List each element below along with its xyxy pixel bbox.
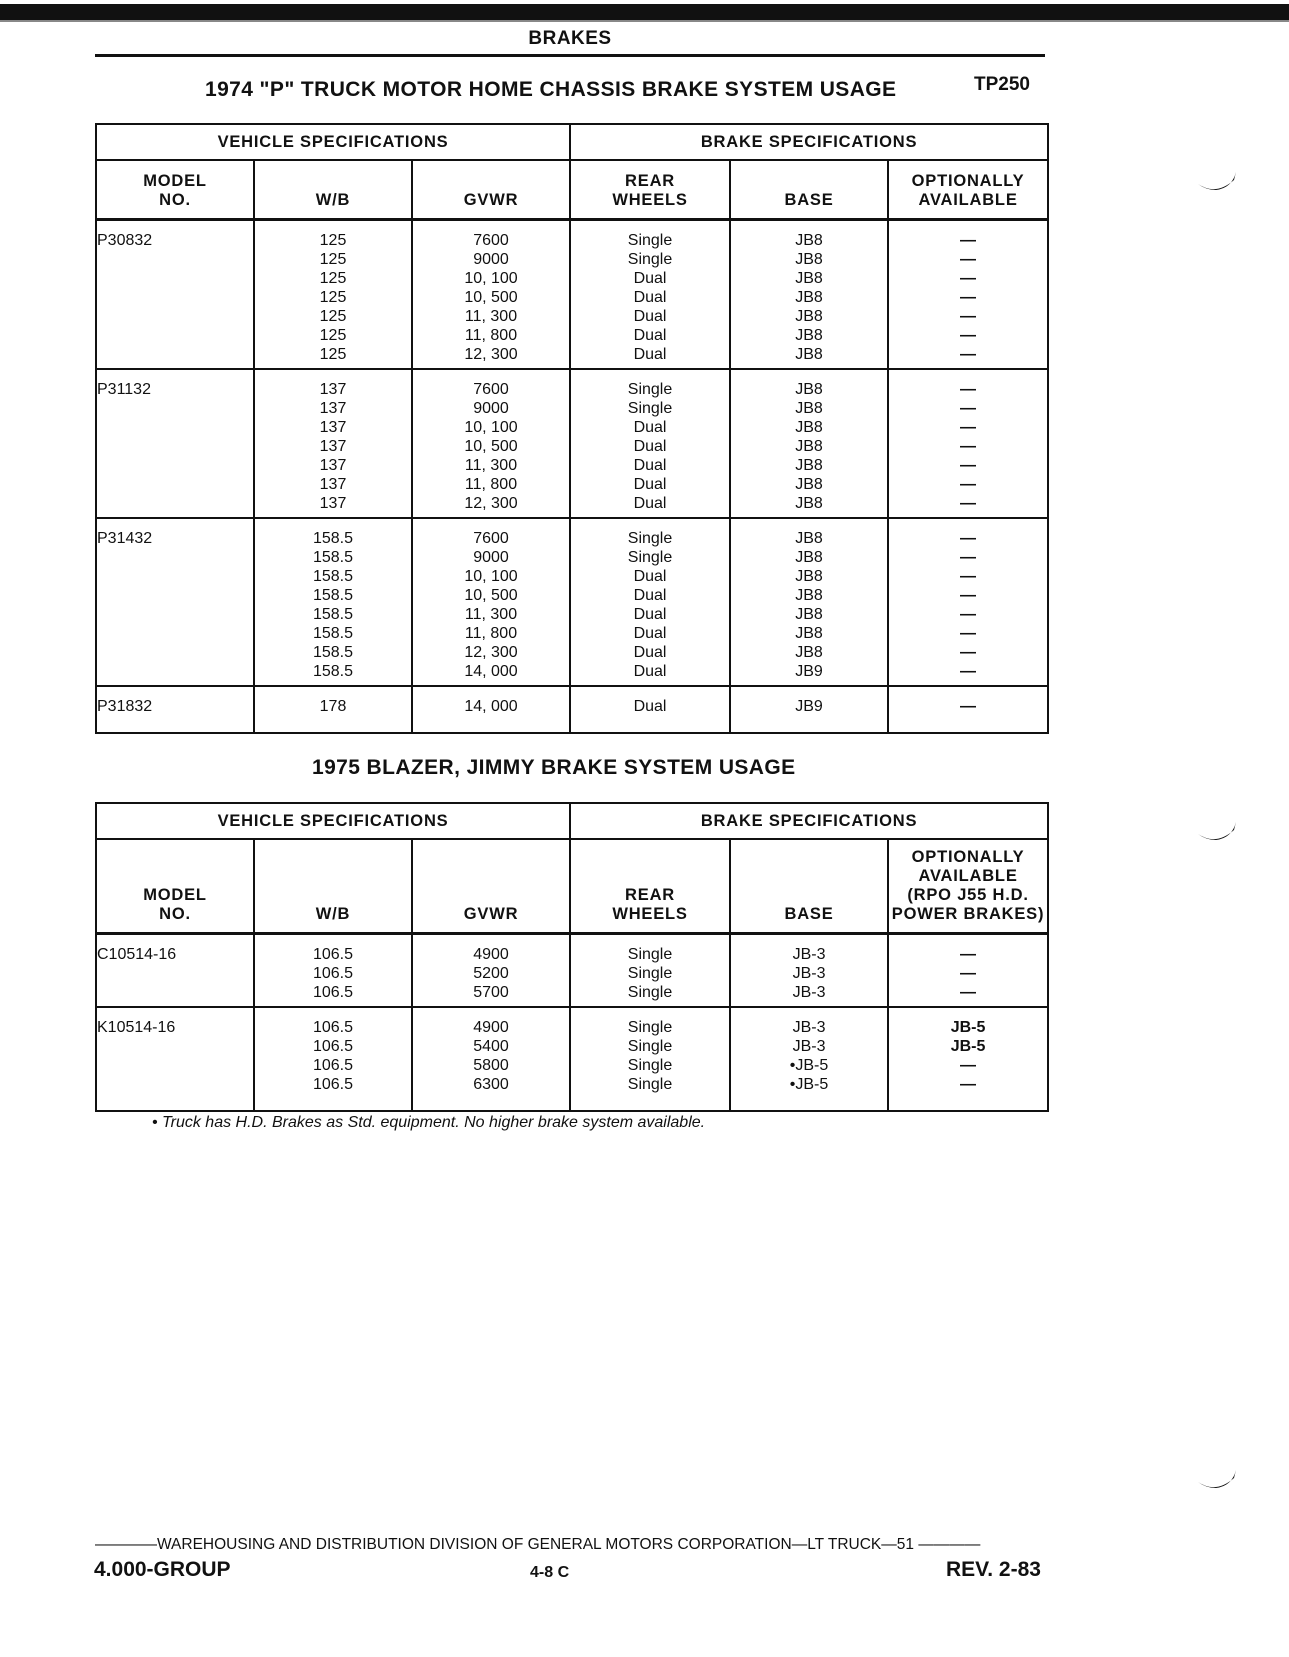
rear-wheels-cell: Single Single Dual Dual Dual Dual Dual Dual xyxy=(570,518,730,686)
model-cell: P30832 xyxy=(96,219,254,369)
top-edge-shadow xyxy=(0,20,1289,22)
footer-group: 4.000-GROUP xyxy=(94,1558,231,1581)
table-row xyxy=(96,933,1048,1007)
optional-cell: — — — xyxy=(888,933,1048,1007)
gvwr-cell: 4900 5400 5800 6300 xyxy=(412,1007,570,1111)
wb-cell: 137 137 137 137 137 137 137 xyxy=(254,369,412,518)
table-row xyxy=(96,219,1048,369)
wb-cell: 106.5 106.5 106.5 xyxy=(254,933,412,1007)
base-cell: JB8 JB8 JB8 JB8 JB8 JB8 JB8 JB9 xyxy=(730,518,888,686)
optional-cell: — — — — — — — xyxy=(888,219,1048,369)
group-header-brake: BRAKE SPECIFICATIONS xyxy=(570,124,1048,160)
rear-wheels-cell: Single Single Single Single xyxy=(570,1007,730,1111)
table-row xyxy=(96,369,1048,518)
col-header-optional: OPTIONALLY AVAILABLE (RPO J55 H.D. POWER BRAKES) xyxy=(888,839,1048,933)
optional-cell: — — — — — — — — xyxy=(888,518,1048,686)
rear-wheels-cell: Single Single Dual Dual Dual Dual Dual xyxy=(570,369,730,518)
rear-wheels-cell: Single Single Single xyxy=(570,933,730,1007)
base-cell: JB8 JB8 JB8 JB8 JB8 JB8 JB8 xyxy=(730,219,888,369)
footer-page-number: 4-8 C xyxy=(530,1564,570,1581)
footnote: • Truck has H.D. Brakes as Std. equipment. No higher brake system available. xyxy=(152,1114,706,1131)
group-header-vehicle: VEHICLE SPECIFICATIONS xyxy=(96,803,570,839)
wb-cell: 178 xyxy=(254,686,412,733)
table-row xyxy=(96,1007,1048,1111)
model-cell: K10514-16 xyxy=(96,1007,254,1111)
model-cell: P31132 xyxy=(96,369,254,518)
col-header-rear-wheels: REAR WHEELS xyxy=(570,839,730,933)
col-header-rear-wheels: REAR WHEELS xyxy=(570,160,730,219)
col-header-wb: W/B xyxy=(254,839,412,933)
col-header-base: BASE xyxy=(730,160,888,219)
table1-title: 1974 "P" TRUCK MOTOR HOME CHASSIS BRAKE SYSTEM USAGE xyxy=(205,78,897,101)
col-header-model: MODEL NO. xyxy=(96,839,254,933)
gvwr-cell: 4900 5200 5700 xyxy=(412,933,570,1007)
base-cell: JB9 xyxy=(730,686,888,733)
optional-cell: JB-5 JB-5 — — xyxy=(888,1007,1048,1111)
table-row xyxy=(96,518,1048,686)
base-cell: JB8 JB8 JB8 JB8 JB8 JB8 JB8 xyxy=(730,369,888,518)
group-header-brake: BRAKE SPECIFICATIONS xyxy=(570,803,1048,839)
group-header-vehicle: VEHICLE SPECIFICATIONS xyxy=(96,124,570,160)
col-header-optional: OPTIONALLY AVAILABLE xyxy=(888,160,1048,219)
binder-ring-mark-icon xyxy=(1196,1468,1238,1494)
gvwr-cell: 14, 000 xyxy=(412,686,570,733)
gvwr-cell: 7600 9000 10, 100 10, 500 11, 300 11, 800 12, 300 14, 000 xyxy=(412,518,570,686)
col-header-gvwr: GVWR xyxy=(412,160,570,219)
binder-ring-mark-icon xyxy=(1196,820,1238,846)
base-cell: JB-3 JB-3 JB-3 xyxy=(730,933,888,1007)
top-edge-bar xyxy=(0,4,1289,20)
base-cell: JB-3 JB-3 •JB-5 •JB-5 xyxy=(730,1007,888,1111)
col-header-base: BASE xyxy=(730,839,888,933)
footer-division-line: ————WAREHOUSING AND DISTRIBUTION DIVISION OF GENERAL MOTORS CORPORATION—LT TRUCK—51 ———— xyxy=(95,1536,981,1553)
model-cell: P31432 xyxy=(96,518,254,686)
table1-brake-usage xyxy=(95,123,1049,734)
model-cell: P31832 xyxy=(96,686,254,733)
section-label: BRAKES xyxy=(528,28,612,49)
optional-cell: — xyxy=(888,686,1048,733)
wb-cell: 125 125 125 125 125 125 125 xyxy=(254,219,412,369)
table1-code: TP250 xyxy=(974,74,1030,95)
table2-brake-usage xyxy=(95,802,1049,1112)
model-cell: C10514-16 xyxy=(96,933,254,1007)
table-row xyxy=(96,686,1048,733)
rear-wheels-cell: Dual xyxy=(570,686,730,733)
col-header-wb: W/B xyxy=(254,160,412,219)
optional-cell: — — — — — — — xyxy=(888,369,1048,518)
binder-ring-mark-icon xyxy=(1196,170,1238,196)
col-header-gvwr: GVWR xyxy=(412,839,570,933)
section-rule xyxy=(95,54,1045,57)
wb-cell: 106.5 106.5 106.5 106.5 xyxy=(254,1007,412,1111)
wb-cell: 158.5 158.5 158.5 158.5 158.5 158.5 158.5 158.5 xyxy=(254,518,412,686)
table2-title: 1975 BLAZER, JIMMY BRAKE SYSTEM USAGE xyxy=(312,756,796,779)
rear-wheels-cell: Single Single Dual Dual Dual Dual Dual xyxy=(570,219,730,369)
gvwr-cell: 7600 9000 10, 100 10, 500 11, 300 11, 800 12, 300 xyxy=(412,219,570,369)
gvwr-cell: 7600 9000 10, 100 10, 500 11, 300 11, 800 12, 300 xyxy=(412,369,570,518)
col-header-model: MODEL NO. xyxy=(96,160,254,219)
footer-revision: REV. 2-83 xyxy=(946,1558,1041,1581)
